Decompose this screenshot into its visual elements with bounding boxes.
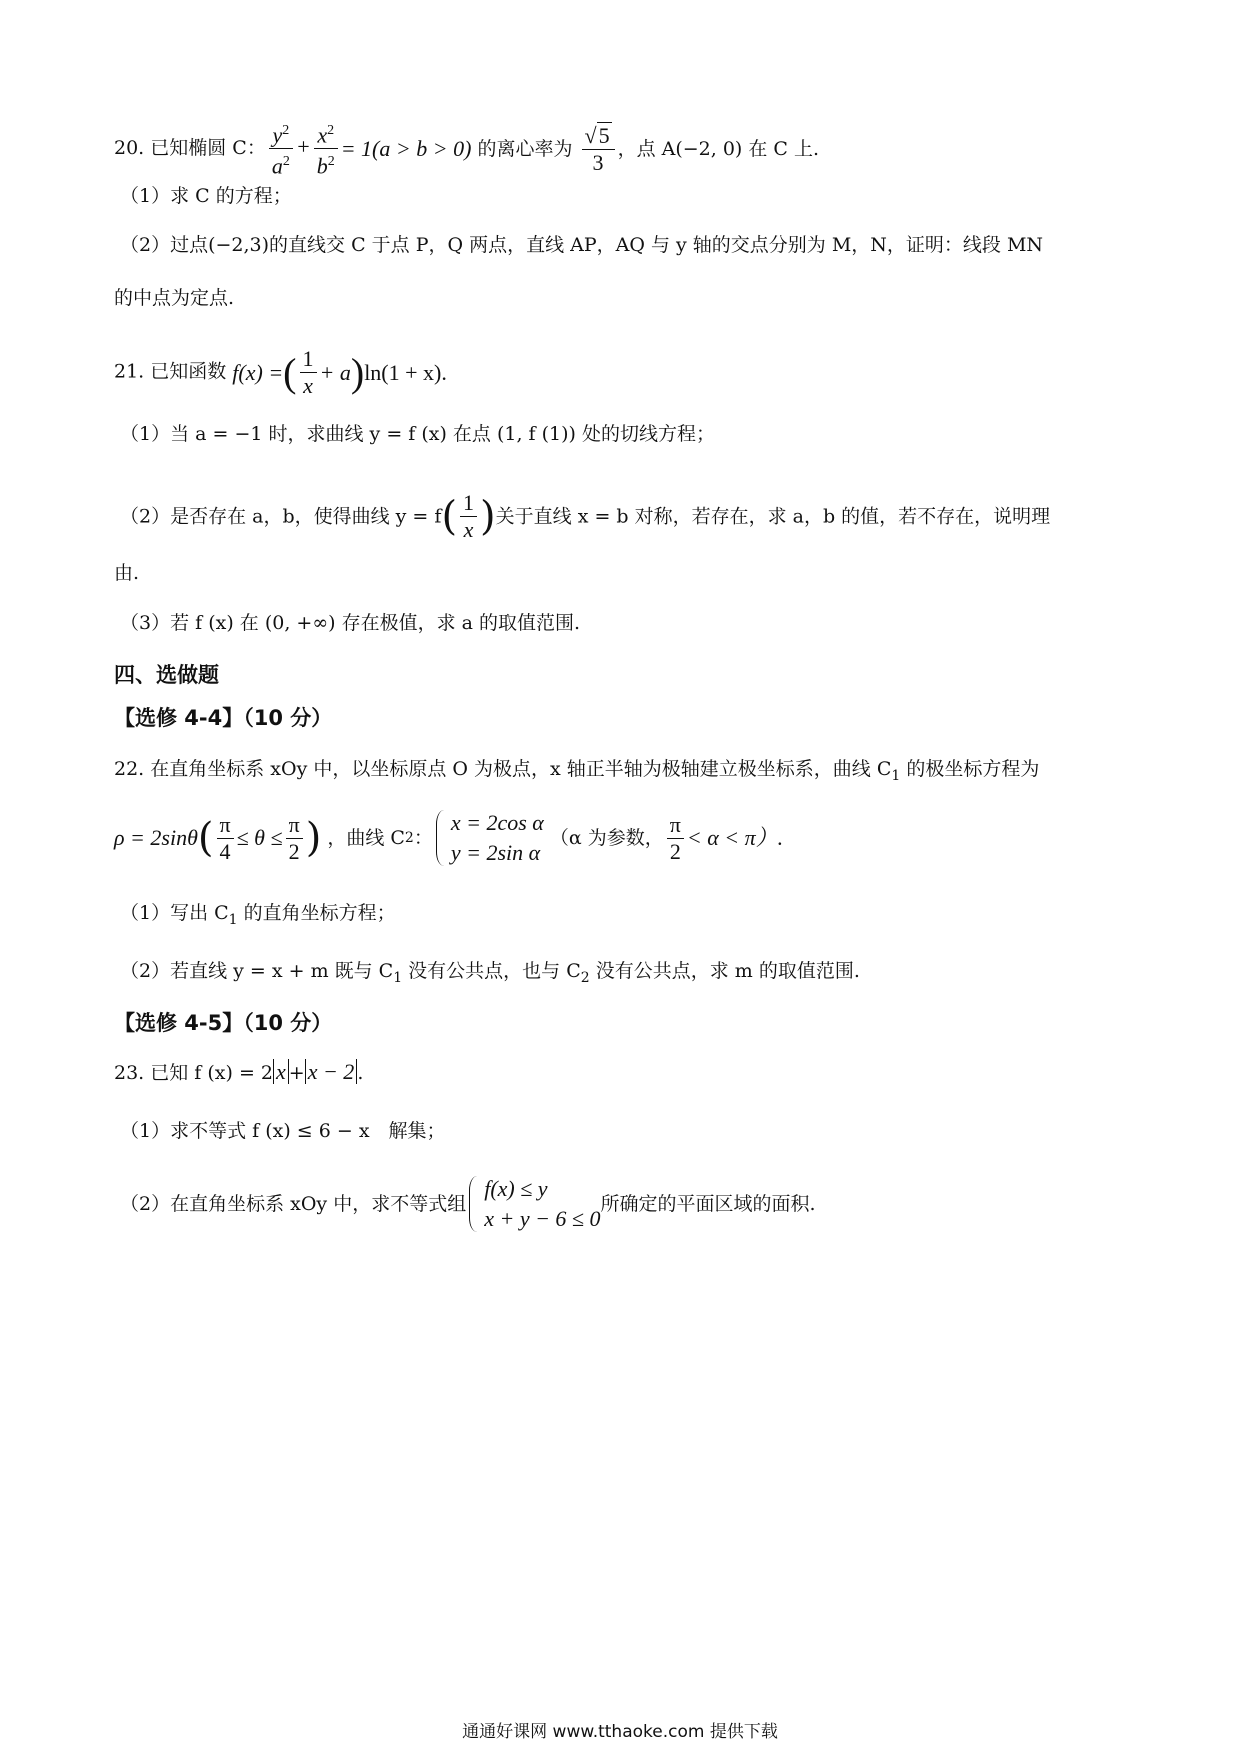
function-definition: f(x) =( $\frac{1}{x}$ + a)ln(1 + x).: [232, 346, 447, 398]
q22-p1-sub: 1: [228, 911, 238, 928]
q22-part1: [120, 900, 396, 933]
q20-part2-cont: 的中点为定点.: [114, 287, 235, 309]
sys-y: y = 2sin α: [450, 840, 541, 865]
ineq-1: f(x) ≤ y: [484, 1176, 548, 1201]
q23-prefix: 23. 已知 f (x) = 2: [114, 1062, 273, 1084]
eq-y: y: [272, 122, 283, 148]
q23-p2-prefix: （2）在直角坐标系 xOy 中，求不等式组: [120, 1193, 467, 1215]
q20-part1: （1）求 C 的方程；: [120, 185, 292, 207]
q23-p2-post: 所确定的平面区域的面积.: [600, 1193, 816, 1215]
q22-stem-text: 22. 在直角坐标系 xOy 中，以坐标原点 O 为极点，x 轴正半轴为极轴建立极坐标系，曲线 C: [114, 758, 892, 780]
footer-credit: 通通好课网 www.tthaoke.com 提供下载: [462, 1722, 778, 1742]
ecc-num: 5: [598, 122, 610, 148]
q22-stem-end: 的极坐标方程为: [900, 758, 1040, 780]
q21-part2: （2）是否存在 a，b，使得曲线 y = f( $\frac{1}{x}$ )关于直线 x = b 对称，若存在，求 a，b 的值，若不存在，说明理: [120, 490, 1051, 542]
eccentricity: $\frac{√5}{3}$: [582, 122, 615, 176]
q20-stem-prefix: 20. 已知椭圆 C：: [114, 136, 266, 159]
q22-p2-sub1: 1: [393, 969, 403, 986]
q22-p2-post: 没有公共点，求 m 的取值范围.: [589, 960, 860, 982]
abs-plus: +: [288, 1062, 305, 1084]
pi-1: π: [217, 812, 234, 839]
q22-p1-pre: （1）写出 C: [120, 902, 229, 924]
q23-part1: （1）求不等式 f (x) ≤ 6 − x 解集；: [120, 1120, 446, 1142]
q23-part2: [120, 1174, 816, 1234]
q23-stem: [114, 1059, 363, 1086]
eq-b: b: [316, 153, 328, 179]
q22-stem: [114, 756, 1039, 789]
abs-x: x: [273, 1059, 289, 1084]
ecc-den: 3: [592, 149, 604, 175]
eq-a: a: [271, 153, 283, 179]
sys-x: x = 2cos α: [450, 810, 544, 835]
curve-c2-colon: ：: [413, 827, 433, 849]
q20-point: ，点 A(−2, 0) 在 C 上.: [617, 137, 820, 160]
two-2: 2: [669, 838, 681, 864]
q20-part2: （2）过点(−2,3)的直线交 C 于点 P，Q 两点，直线 AP，AQ 与 y 轴的交点分别为 M，N，证明：线段 MN: [120, 234, 1044, 256]
eq-x: x: [317, 122, 328, 148]
plus-a: + a: [319, 359, 351, 385]
q23-end: .: [357, 1062, 364, 1084]
param-prefix: （α 为参数，: [549, 827, 664, 849]
rho-equation: ρ = 2sinθ: [114, 825, 198, 850]
q21-part1: （1）当 a = −1 时，求曲线 y = f (x) 在点 (1, f (1)) 处的切线方程；: [120, 423, 715, 445]
parametric-system: [433, 808, 544, 868]
elective-45-title: 【选修 4-5】（10 分）: [114, 1011, 333, 1035]
pi-3: π: [667, 812, 684, 839]
eq-condition: = 1(a > b > 0): [340, 135, 472, 161]
frac-den: x: [303, 373, 313, 398]
theta-range: ≤ θ ≤: [236, 825, 283, 850]
p2-frac-den: x: [463, 517, 474, 542]
section-title: 四、选做题: [114, 663, 219, 687]
elective-44-title: 【选修 4-4】（10 分）: [114, 706, 333, 730]
q22-p2-sub2: 2: [580, 969, 590, 986]
two: 2: [288, 838, 300, 864]
q21-stem: [114, 346, 447, 399]
q22-p2-pre: （2）若直线 y = x + m 既与 C: [120, 960, 394, 982]
q21-p2-post: 关于直线 x = b 对称，若存在，求 a，b 的值，若不存在，说明理: [495, 505, 1051, 528]
q21-stem-prefix: 21. 已知函数: [114, 360, 233, 383]
q22-stem-sub: 1: [891, 767, 901, 784]
q21-part2-cont: 由.: [114, 562, 140, 584]
q22-part2: [120, 958, 860, 991]
four: 4: [219, 838, 231, 864]
func-lhs: f(x) =: [232, 359, 284, 385]
frac-num: 1: [300, 346, 317, 373]
pi-2: π: [286, 812, 303, 839]
q22-p1-post: 的直角坐标方程；: [237, 902, 396, 924]
p2-frac-num: 1: [460, 490, 477, 517]
abs-x-minus-2: x − 2: [305, 1059, 358, 1084]
q20-stem-mid: 的离心率为: [471, 137, 579, 160]
ellipse-equation: $\frac{y^2}{a^2}$ + $\frac{x^2}{b^2}$ = 1(a > b > 0): [266, 134, 472, 159]
param-post: < α < π）.: [686, 825, 784, 850]
inequality-system: [466, 1174, 600, 1234]
ln-part: ln(1 + x).: [364, 359, 447, 385]
q22-p2-mid: 没有公共点，也与 C: [402, 960, 581, 982]
q21-p2-prefix: （2）是否存在 a，b，使得曲线 y = f: [120, 505, 442, 528]
q22-equations: ρ = 2sinθ( $\frac{\pi}{4}$ ≤ θ ≤ $\frac{\pi}{2}$ ) ，曲线 C2： x = 2cos α y = 2sin α （α 为参数， $\frac{\pi}{2}$ < α < π）.: [114, 808, 783, 868]
q20-stem: [114, 118, 819, 180]
curve-c2-label: ，曲线 C: [327, 827, 405, 849]
curve-c2-sub: 2: [404, 830, 414, 846]
q21-part3: （3）若 f (x) 在 (0, +∞) 存在极值，求 a 的取值范围.: [120, 612, 581, 634]
ineq-2: x + y − 6 ≤ 0: [484, 1206, 601, 1231]
